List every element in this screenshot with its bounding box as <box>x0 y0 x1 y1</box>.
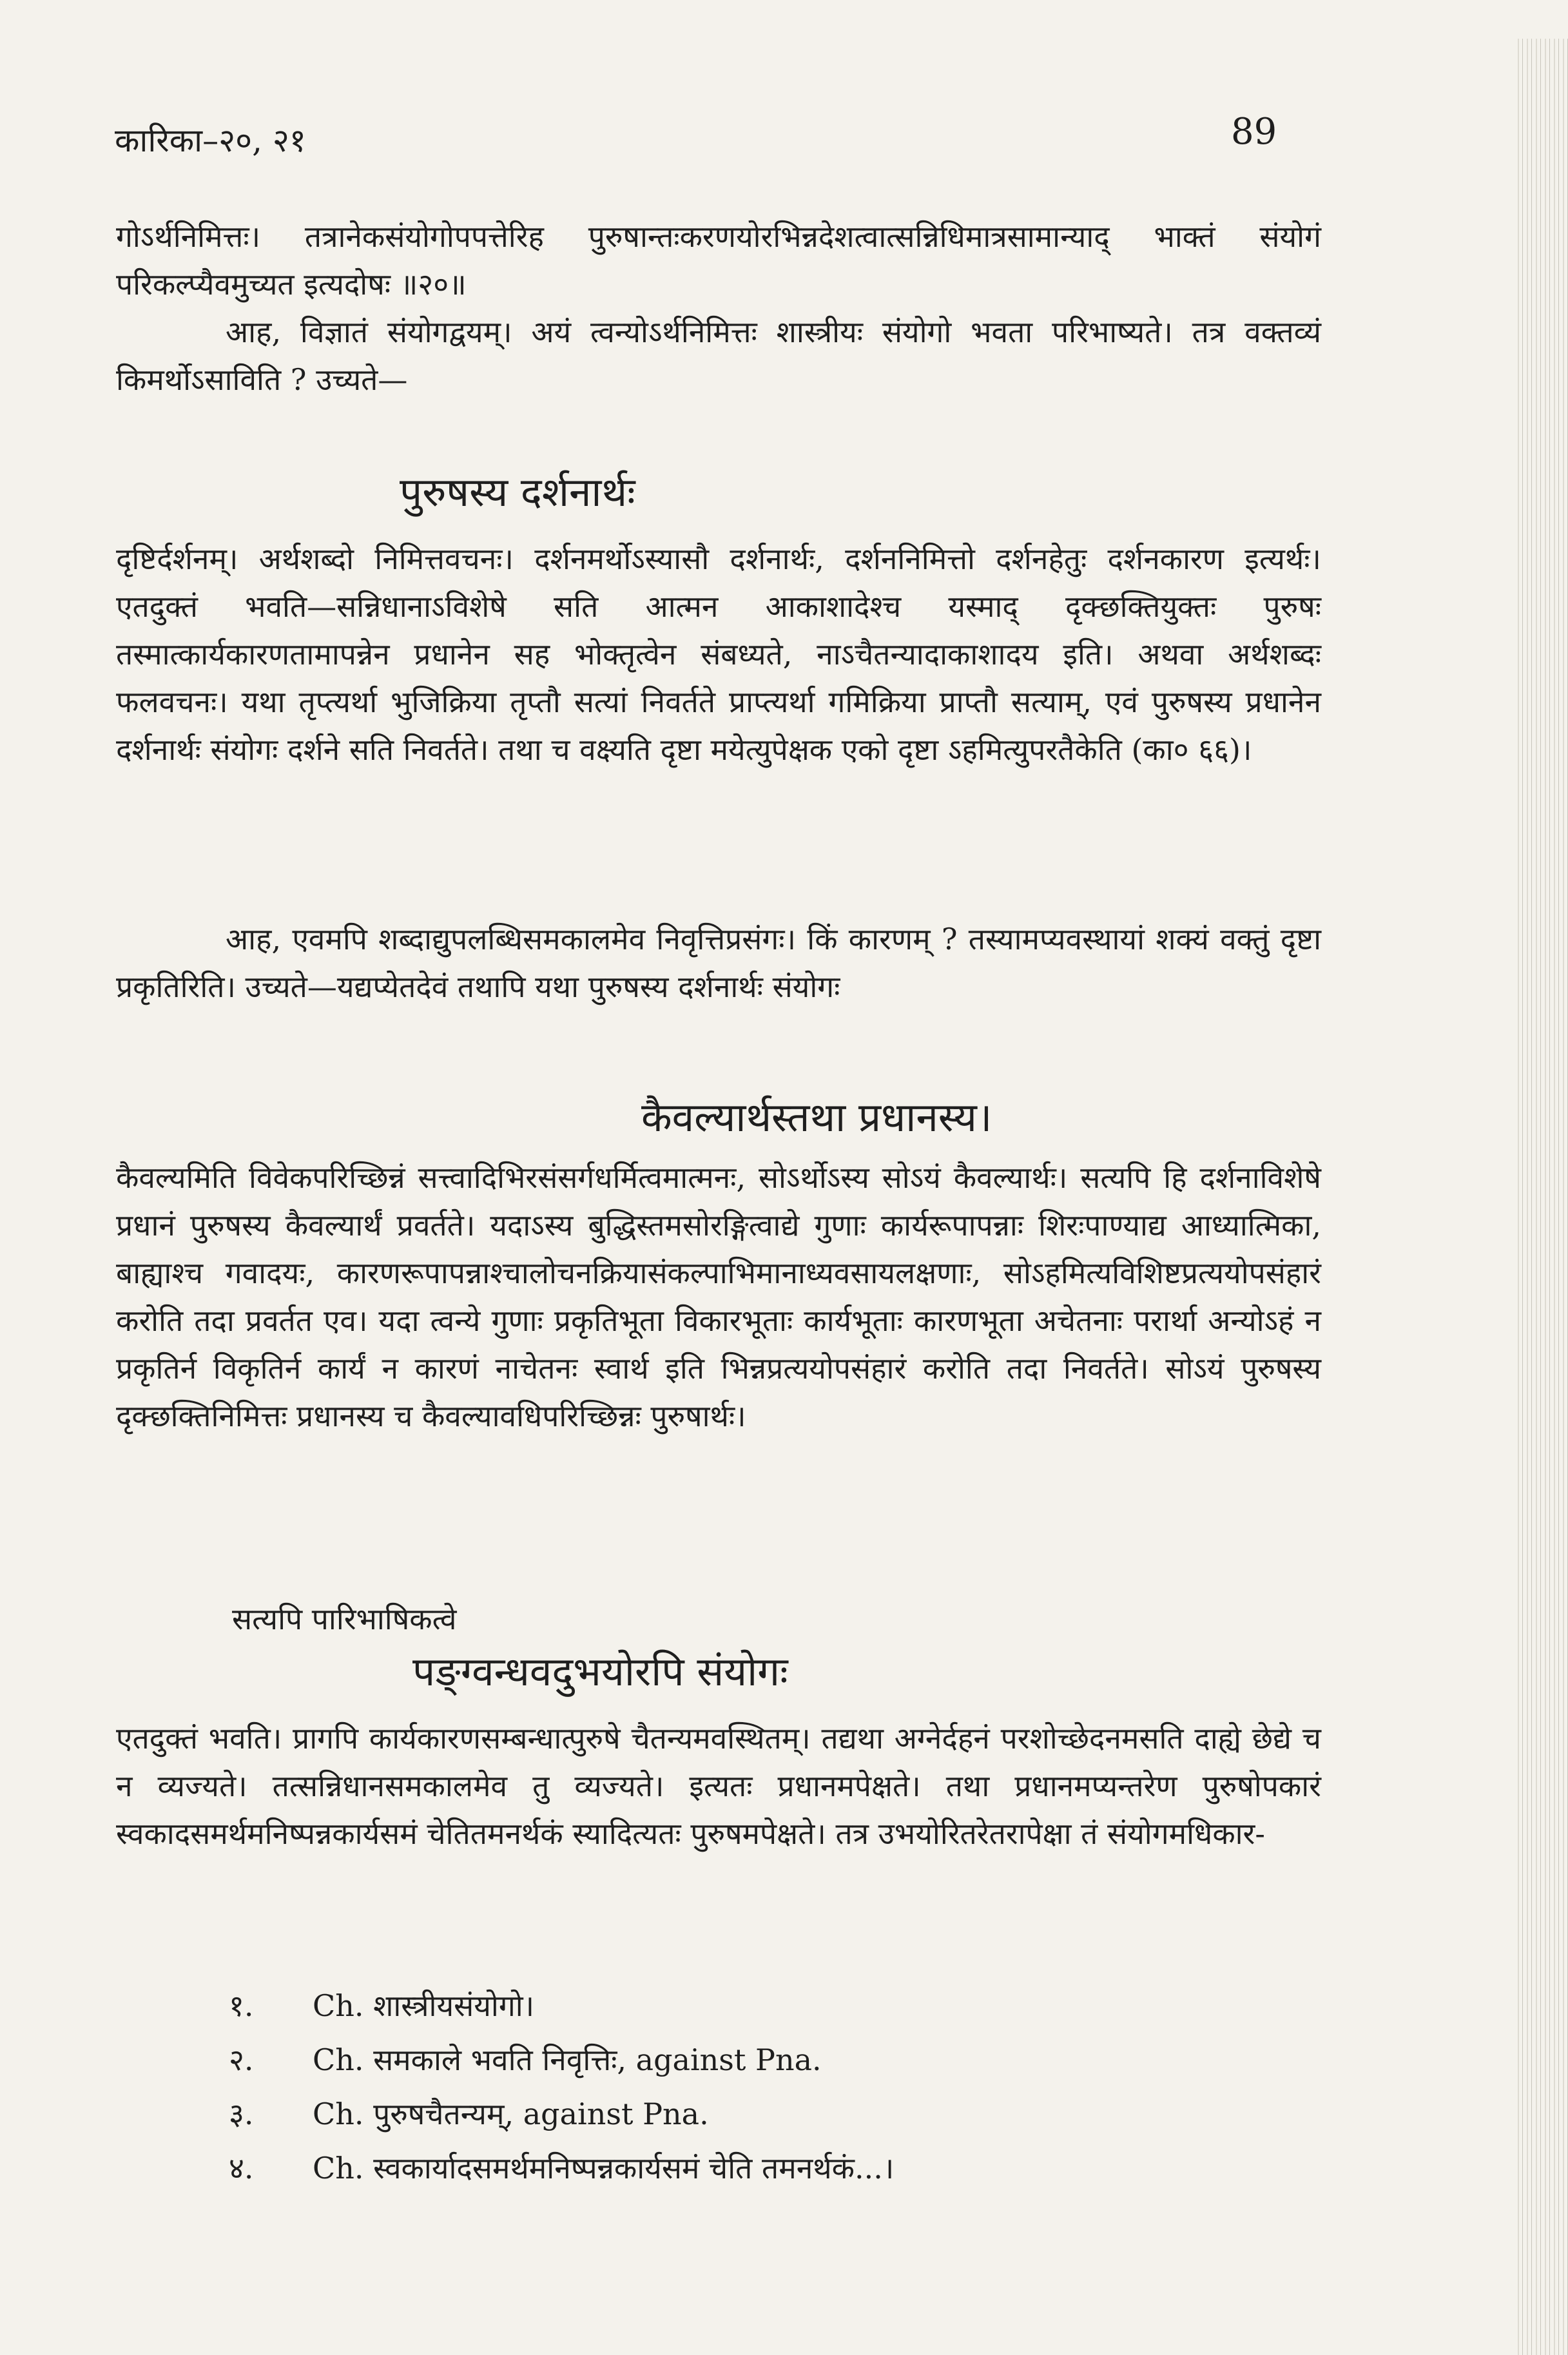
footnotes <box>229 1979 894 2195</box>
paragraph-5: कैवल्यमिति विवेकपरिच्छिन्नं सत्त्वादिभिरसंसर्गधर्मित्वमात्मनः, सोऽर्थोऽस्य सोऽयं कैवल्यार्थः। सत्यपि हि दर्शनाविशेषे प्रधानं पुरुषस्य कैवल्यार्थं प्रवर्तते। यदाऽस्य बुद्धिस्तमसोरङ्गित्वाद्ये गुणाः कार्यरूपापन्नाः शिरःपाण्याद्य आध्यात्मिका, बाह्याश्च गवादयः, कारणरूपापन्नाश्चालोचनक्रियासंकल्पाभिमानाध्यवसायलक्षणाः, सोऽहमित्यविशिष्टप्रत्ययोपसंहारं करोति तदा प्रवर्तत एव। यदा त्वन्ये गुणाः प्रकृतिभूता विकारभूताः कार्यभूताः कारणभूता अचेतनाः परार्था अन्योऽहं न प्रकृतिर्न विकृतिर्न कार्यं न कारणं नाचेतनः स्वार्थ इति भिन्नप्रत्ययोपसंहारं करोति तदा निवर्तते। सोऽयं पुरुषस्य दृक्छक्तिनिमित्तः प्रधानस्य च कैवल्यावधिपरिच्छिन्नः पुरुषार्थः। <box>116 1160 1321 1433</box>
heading-kaivalyarthas: कैवल्यार्थस्तथा प्रधानस्य। <box>641 1094 992 1141</box>
heading-purushasya-darshanarthah: पुरुषस्य दर्शनार्थः <box>400 469 635 516</box>
paragraph-3: दृष्टिर्दर्शनम्। अर्थशब्दो निमित्तवचनः। दर्शनमर्थोऽस्यासौ दर्शनार्थः, दर्शननिमित्तो दर्शनहेतुः दर्शनकारण इत्यर्थः। एतदुक्तं भवति—सन्निधानाऽविशेषे सति आत्मन आकाशादेश्च यस्माद् दृक्छक्तियुक्तः पुरुषः तस्मात्कार्यकारणतामापन्नेन प्रधानेन सह भोक्तृत्वेन संबध्यते, नाऽचैतन्यादाकाशादय इति। अथवा अर्थशब्दः फलवचनः। यथा तृप्त्यर्था भुजिक्रिया तृप्तौ सत्यां निवर्तते प्राप्त्यर्था गमिक्रिया प्राप्तौ सत्याम्, एवं पुरुषस्य प्रधानेन दर्शनार्थः संयोगः दर्शने सति निवर्तते। तथा च वक्ष्यति दृष्टा मयेत्युपेक्षक एको दृष्टा ऽहमित्युपरतैकेति (का० ६६)। <box>116 541 1321 767</box>
transition-line: सत्यपि पारिभाषिकत्वे <box>232 1602 457 1636</box>
paragraph-6: एतदुक्तं भवति। प्रागपि कार्यकारणसम्बन्धात्पुरुषे चैतन्यमवस्थितम्। तद्यथा अग्नेर्दहनं परशोच्छेदनमसति दाह्ये छेद्ये च न व्यज्यते। तत्सन्निधानसमकालमेव तु व्यज्यते। इत्यतः प्रधानमपेक्षते। तथा प्रधानमप्यन्तरेण पुरुषोपकारं स्वकादसमर्थमनिष्पन्नकार्यसमं चेतितमनर्थकं स्यादित्यतः पुरुषमपेक्षते। तत्र उभयोरितरेतरापेक्षा तं संयोगमधिकार- <box>116 1721 1321 1851</box>
paragraph-1: गोऽर्थनिमित्तः। तत्रानेकसंयोगोपपत्तेरिह पुरुषान्तःकरणयोरभिन्नदेशत्वात्सन्निधिमात्रसामान्याद् भाक्तं संयोगं परिकल्प्यैवमुच्यत इत्यदोषः ॥२०॥ <box>116 219 1321 302</box>
page-number: 89 <box>1231 111 1277 153</box>
footnote: १. Ch. शास्त्रीयसंयोगो। <box>229 1988 535 2023</box>
footnote: २. Ch. समकाले भवति निवृत्तिः, against Pna. <box>229 2042 822 2077</box>
paragraph-2: आह, विज्ञातं संयोगद्वयम्। अयं त्वन्योऽर्थनिमित्तः शास्त्रीयः संयोगो भवता परिभाष्यते। तत्र वक्तव्यं किमर्थोऽसाविति ? उच्यते— <box>116 315 1321 397</box>
binding-edge <box>1518 39 1568 2355</box>
paragraph-4: आह, एवमपि शब्दाद्युपलब्धिसमकालमेव निवृत्तिप्रसंगः। किं कारणम् ? तस्यामप्यवस्थायां शक्यं वक्तुं दृष्टा प्रकृतिरिति। उच्यते—यद्यप्येतदेवं तथापि यथा पुरुषस्य दर्शनार्थः संयोगः <box>116 922 1321 1004</box>
footnote: ४. Ch. स्वकार्यादसमर्थमनिष्पन्नकार्यसमं चेति तमनर्थकं...। <box>229 2151 895 2185</box>
heading-pangvandhavat: पङ्ग्वन्धवदुभयोरपि संयोगः <box>412 1648 788 1695</box>
footnote: ३. Ch. पुरुषचैतन्यम्, against Pna. <box>229 2097 709 2131</box>
running-head: कारिका–२०, २१ <box>115 122 306 159</box>
